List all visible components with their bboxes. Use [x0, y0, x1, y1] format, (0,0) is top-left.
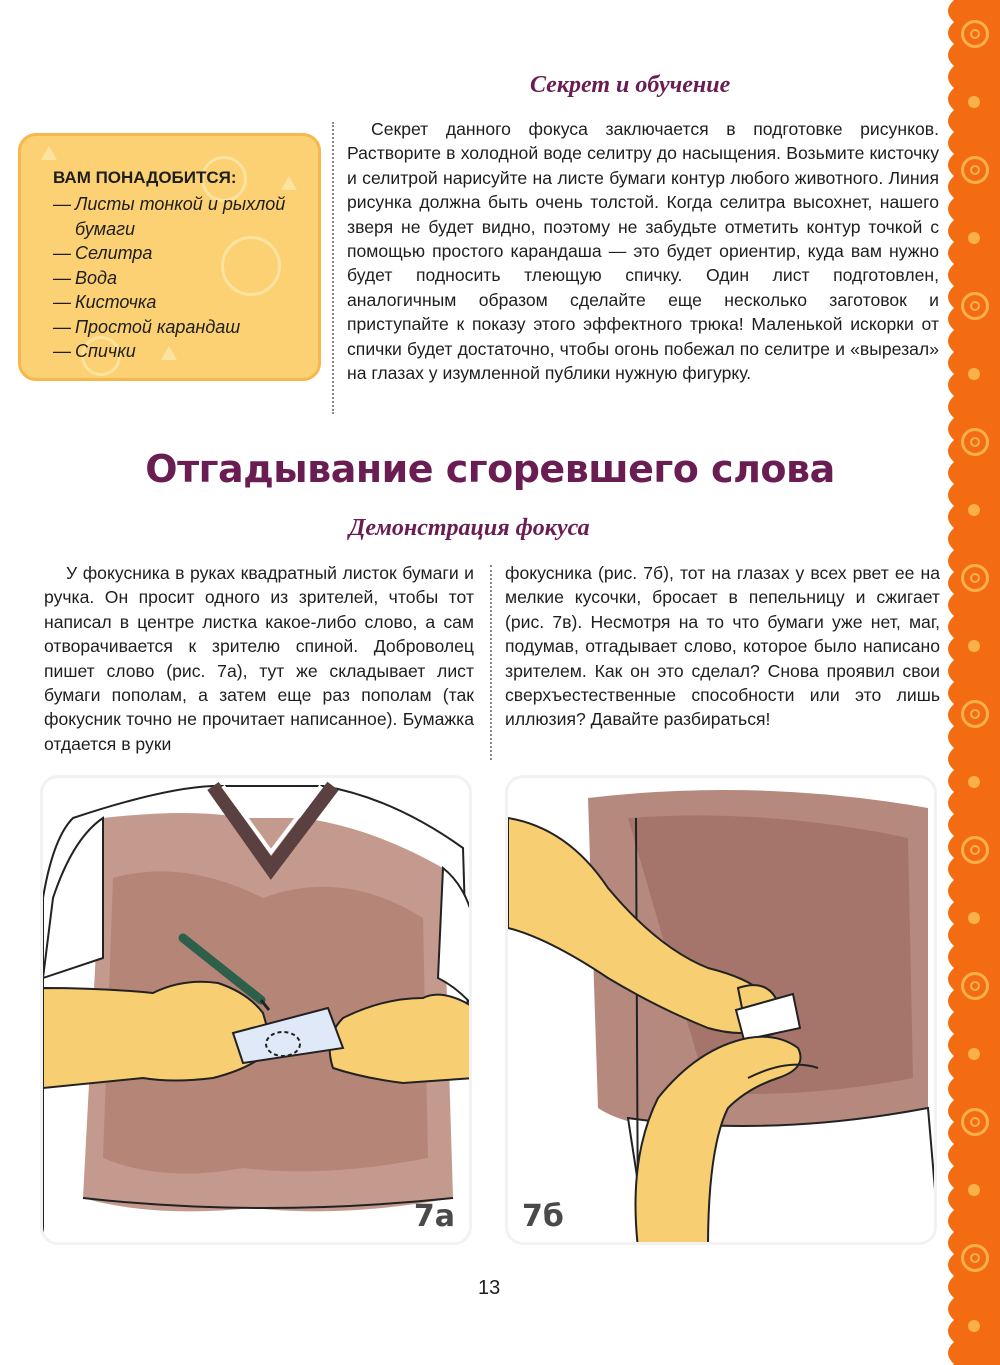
materials-item-text: Листы тонкой и рыхлой бумаги [75, 194, 286, 239]
swirl-ornament-icon [961, 20, 989, 48]
dot-ornament-icon [968, 1184, 980, 1196]
handing-paper-illustration [508, 778, 937, 1245]
list-dash: — [53, 194, 71, 214]
swirl-ornament-icon [961, 836, 989, 864]
materials-list [53, 192, 304, 364]
materials-list-item [53, 266, 304, 291]
dot-ornament-icon [968, 504, 980, 516]
illustration-7a [40, 775, 472, 1245]
list-dash: — [53, 292, 71, 312]
materials-item-text: Вода [75, 267, 117, 288]
list-dash: — [53, 341, 71, 361]
materials-title: ВАМ ПОНАДОБИТСЯ: [53, 168, 237, 187]
materials-box [18, 133, 321, 381]
materials-list-item [53, 192, 304, 241]
swirl-ornament-icon [961, 972, 989, 1000]
dot-ornament-icon [968, 232, 980, 244]
dot-ornament-icon [968, 1048, 980, 1060]
decorative-side-border [954, 0, 1000, 1365]
swirl-ornament-icon [961, 292, 989, 320]
dot-ornament-icon [968, 776, 980, 788]
materials-list-item [53, 339, 304, 364]
writing-hands-illustration [43, 778, 472, 1245]
column-divider [490, 565, 492, 760]
secret-heading: Секрет и обучение [530, 72, 731, 98]
list-dash: — [53, 267, 71, 288]
materials-item-text: Селитра [75, 243, 153, 263]
list-dash: — [53, 316, 71, 337]
materials-list-item [53, 241, 304, 266]
materials-list-item [53, 315, 304, 340]
decorative-star-icon [41, 146, 57, 160]
dot-ornament-icon [968, 368, 980, 380]
materials-item-text: Спички [75, 341, 136, 361]
demo-paragraph-col1: У фокусника в руках квадратный листок бумаги и ручка. Он просит одного из зрителей, чтобы тот написал в центре листка какое-либо слово, а сам отворачивается к зрителю спиной. Доброволец пишет слово (рис. 7а), тут же складывает лист бумаги пополам, а затем еще раз пополам (так фокусник точно не прочитает написанное). Бумажка отдается в руки [44, 563, 474, 754]
page-title: Отгадывание сгоревшего слова [145, 447, 835, 491]
swirl-ornament-icon [961, 700, 989, 728]
materials-item-text: Кисточка [75, 292, 157, 312]
swirl-ornament-icon [961, 156, 989, 184]
column-divider [332, 122, 334, 414]
secret-paragraph: Секрет данного фокуса заключается в подготовке рисунков. Растворите в холодной воде селитру до насыщения. Возьмите кисточку и селитрой нарисуйте на листе бумаги контур любого животного. Линия рисунка должна быть очень толстой. Когда селитра высохнет, нашего зверя не будет видно, поэтому не забудьте отметить контур точкой с помощью простого карандаша — это будет ориентир, куда вам нужно будет подносить тлеющую спичку. Один лист подготовлен, аналогичным образом сделайте еще несколько заготовок и приступайте к показу этого эффектного трюка! Маленькой искорки от спички будет достаточно, чтобы огонь побежал по селитре и «вырезал» на глазах у изумленной публики нужную фигурку. [347, 119, 939, 384]
page-number: 13 [478, 1277, 501, 1299]
dot-ornament-icon [968, 1320, 980, 1332]
figure-label-7b: 7б [522, 1199, 564, 1234]
demo-paragraph-col2: фокусника (рис. 7б), тот на глазах у всех рвет ее на мелкие кусочки, бросает в пепельницу и сжигает (рис. 7в). Несмотря на то что бумаги уже нет, маг, подумав, отгадывает слово, которое было написано зрителем. Как он это сделал? Снова проявил свои сверхъестественные способности или это лишь иллюзия? Давайте разбираться! [505, 563, 940, 730]
dot-ornament-icon [968, 640, 980, 652]
swirl-ornament-icon [961, 1244, 989, 1272]
swirl-ornament-icon [961, 564, 989, 592]
figure-label-7a: 7а [413, 1199, 455, 1234]
list-dash: — [53, 243, 71, 263]
dot-ornament-icon [968, 96, 980, 108]
demo-heading: Демонстрация фокуса [349, 515, 590, 541]
scalloped-edge [942, 0, 954, 1365]
materials-item-text: Простой карандаш [75, 316, 241, 337]
swirl-ornament-icon [961, 1108, 989, 1136]
materials-list-item [53, 290, 304, 315]
illustration-7b [505, 775, 937, 1245]
dot-ornament-icon [968, 912, 980, 924]
